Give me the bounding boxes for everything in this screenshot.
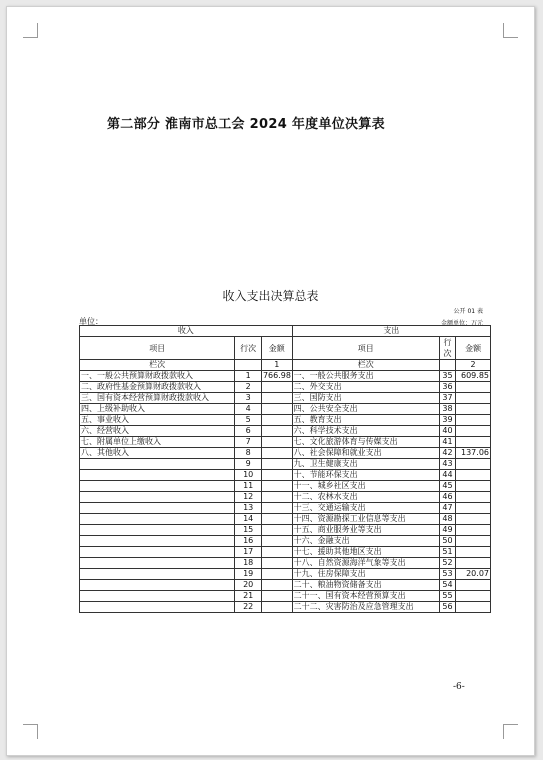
income-line-cell: 7 bbox=[235, 437, 262, 448]
income-item-cell bbox=[80, 481, 235, 492]
income-line-cell: 14 bbox=[235, 514, 262, 525]
expense-line-cell: 52 bbox=[439, 558, 455, 569]
table-row bbox=[80, 514, 491, 525]
expense-item-cell: 三、国防支出 bbox=[292, 393, 439, 404]
expense-line-cell: 38 bbox=[439, 404, 455, 415]
income-amount-cell bbox=[261, 415, 292, 426]
expense-item-cell: 六、科学技术支出 bbox=[292, 426, 439, 437]
expense-line-header: 行 次 bbox=[439, 337, 455, 360]
expense-item-cell: 八、社会保障和就业支出 bbox=[292, 448, 439, 459]
table-row bbox=[80, 536, 491, 547]
income-line-cell: 10 bbox=[235, 470, 262, 481]
income-item-cell: 四、上级补助收入 bbox=[80, 404, 235, 415]
income-item-cell bbox=[80, 536, 235, 547]
expense-amount-cell bbox=[456, 503, 491, 514]
expense-amount-cell bbox=[456, 536, 491, 547]
income-line-cell: 9 bbox=[235, 459, 262, 470]
crop-mark bbox=[23, 23, 38, 38]
income-amount-cell bbox=[261, 404, 292, 415]
expense-amount-cell bbox=[456, 415, 491, 426]
expense-item-cell: 十九、住房保障支出 bbox=[292, 569, 439, 580]
expense-item-cell: 十五、商业服务业等支出 bbox=[292, 525, 439, 536]
expense-amount-header: 金额 bbox=[456, 337, 491, 360]
expense-item-cell: 一、一般公共服务支出 bbox=[292, 371, 439, 382]
income-amount-cell bbox=[261, 602, 292, 613]
expense-line-cell: 50 bbox=[439, 536, 455, 547]
crop-mark bbox=[503, 23, 518, 38]
expense-amount-cell bbox=[456, 426, 491, 437]
income-line-cell: 17 bbox=[235, 547, 262, 558]
table-row bbox=[80, 470, 491, 481]
crop-mark bbox=[23, 724, 38, 739]
income-amount-cell bbox=[261, 569, 292, 580]
expense-amount-cell bbox=[456, 459, 491, 470]
income-item-cell bbox=[80, 602, 235, 613]
income-item-cell bbox=[80, 547, 235, 558]
crop-mark bbox=[503, 724, 518, 739]
income-amount-cell bbox=[261, 426, 292, 437]
expense-item-cell: 十八、自然资源海洋气象等支出 bbox=[292, 558, 439, 569]
expense-item-cell: 四、公共安全支出 bbox=[292, 404, 439, 415]
expense-amount-cell bbox=[456, 382, 491, 393]
expense-line-cell: 47 bbox=[439, 503, 455, 514]
expense-line-cell: 48 bbox=[439, 514, 455, 525]
expense-line-cell: 41 bbox=[439, 437, 455, 448]
expense-line-cell: 49 bbox=[439, 525, 455, 536]
expense-line-cell: 40 bbox=[439, 426, 455, 437]
form-number: 公开 01 表 bbox=[453, 308, 483, 315]
expense-item-cell: 五、教育支出 bbox=[292, 415, 439, 426]
income-amount-cell bbox=[261, 536, 292, 547]
main-title: 第二部分 淮南市总工会 2024 年度单位决算表 bbox=[107, 117, 385, 132]
table-row bbox=[80, 580, 491, 591]
column-header-row bbox=[80, 337, 491, 360]
table-row bbox=[80, 426, 491, 437]
income-amount-cell bbox=[261, 459, 292, 470]
table-row bbox=[80, 547, 491, 558]
expense-line-cell: 39 bbox=[439, 415, 455, 426]
expense-item-cell: 九、卫生健康支出 bbox=[292, 459, 439, 470]
expense-item-cell: 十七、援助其他地区支出 bbox=[292, 547, 439, 558]
expense-line-cell: 35 bbox=[439, 371, 455, 382]
expense-amount-cell bbox=[456, 558, 491, 569]
income-amount-cell bbox=[261, 382, 292, 393]
income-line-cell: 20 bbox=[235, 580, 262, 591]
income-line-cell: 6 bbox=[235, 426, 262, 437]
expense-item-cell: 二十一、国有资本经营预算支出 bbox=[292, 591, 439, 602]
income-line-cell: 16 bbox=[235, 536, 262, 547]
expense-amount-cell bbox=[456, 404, 491, 415]
income-amount-cell: 766.98 bbox=[262, 371, 291, 380]
income-amount-cell bbox=[261, 481, 292, 492]
expense-header: 支出 bbox=[292, 326, 490, 337]
income-header: 收入 bbox=[80, 326, 293, 337]
income-amount-cell bbox=[261, 558, 292, 569]
table-row bbox=[80, 558, 491, 569]
income-item-cell: 六、经营收入 bbox=[80, 426, 235, 437]
table-row bbox=[80, 481, 491, 492]
table-row bbox=[80, 569, 491, 580]
table-row bbox=[80, 393, 491, 404]
expense-amount-cell: 137.06 bbox=[456, 448, 491, 459]
expense-amount-cell bbox=[456, 437, 491, 448]
expense-item-cell: 十三、交通运输支出 bbox=[292, 503, 439, 514]
income-lanci-label: 栏次 bbox=[80, 360, 235, 371]
expense-amount-cell bbox=[456, 514, 491, 525]
expense-line-cell: 51 bbox=[439, 547, 455, 558]
expense-item-cell: 二、外交支出 bbox=[292, 382, 439, 393]
income-line-cell: 11 bbox=[235, 481, 262, 492]
income-amount-cell bbox=[261, 448, 292, 459]
income-item-cell: 五、事业收入 bbox=[80, 415, 235, 426]
income-lanci-number: 1 bbox=[261, 360, 292, 371]
expense-line-cell: 55 bbox=[439, 591, 455, 602]
expense-line-cell: 36 bbox=[439, 382, 455, 393]
expense-line-cell: 37 bbox=[439, 393, 455, 404]
expense-amount-cell bbox=[456, 602, 491, 613]
document-page bbox=[6, 6, 535, 756]
table-row bbox=[80, 404, 491, 415]
expense-amount-cell bbox=[456, 393, 491, 404]
expense-item-cell: 二十、粮油物资储备支出 bbox=[292, 580, 439, 591]
table-row bbox=[80, 437, 491, 448]
expense-item-header: 项目 bbox=[292, 337, 439, 360]
income-amount-cell bbox=[261, 514, 292, 525]
income-line-header: 行次 bbox=[235, 337, 262, 360]
expense-line-cell: 43 bbox=[439, 459, 455, 470]
income-item-cell: 七、附属单位上缴收入 bbox=[80, 437, 235, 448]
income-amount-cell bbox=[261, 393, 292, 404]
expense-line-cell: 56 bbox=[439, 602, 455, 613]
section-header-row bbox=[80, 326, 491, 337]
income-item-cell bbox=[80, 492, 235, 503]
income-item-cell bbox=[80, 525, 235, 536]
expense-amount-cell bbox=[456, 525, 491, 536]
expense-item-cell: 十、节能环保支出 bbox=[292, 470, 439, 481]
expense-lanci-number: 2 bbox=[456, 360, 491, 371]
table-row bbox=[80, 459, 491, 470]
income-item-cell bbox=[80, 569, 235, 580]
expense-item-cell: 十四、资源勘探工业信息等支出 bbox=[292, 514, 439, 525]
table-row bbox=[80, 503, 491, 514]
income-amount-cell bbox=[261, 437, 292, 448]
income-line-cell: 18 bbox=[235, 558, 262, 569]
expense-item-cell: 二十二、灾害防治及应急管理支出 bbox=[292, 602, 439, 613]
table-row bbox=[80, 371, 491, 382]
income-amount-cell bbox=[261, 580, 292, 591]
table-row bbox=[80, 591, 491, 602]
income-amount-cell bbox=[261, 470, 292, 481]
income-line-cell: 21 bbox=[235, 591, 262, 602]
table-row bbox=[80, 525, 491, 536]
income-item-cell bbox=[80, 459, 235, 470]
page-number: -6- bbox=[453, 682, 465, 692]
income-line-cell: 4 bbox=[235, 404, 262, 415]
expense-line-cell: 44 bbox=[439, 470, 455, 481]
table-row bbox=[80, 448, 491, 459]
income-amount-cell bbox=[261, 591, 292, 602]
income-item-cell bbox=[80, 591, 235, 602]
income-amount-header: 金额 bbox=[261, 337, 292, 360]
income-item-cell bbox=[80, 580, 235, 591]
expense-amount-cell: 20.07 bbox=[456, 569, 491, 580]
money-unit-label: 金额单位：万元 bbox=[440, 320, 483, 327]
expense-amount-cell bbox=[456, 580, 491, 591]
income-amount-cell bbox=[261, 525, 292, 536]
expense-line-cell: 45 bbox=[439, 481, 455, 492]
expense-line-cell: 42 bbox=[439, 448, 455, 459]
expense-amount-cell bbox=[456, 492, 491, 503]
income-item-cell: 三、国有资本经营预算财政拨款收入 bbox=[80, 393, 235, 404]
unit-label: 单位： bbox=[79, 317, 103, 326]
table-row bbox=[80, 602, 491, 613]
income-amount-cell bbox=[261, 503, 292, 514]
income-item-header: 项目 bbox=[80, 337, 235, 360]
expense-line-cell: 53 bbox=[439, 569, 455, 580]
income-item-cell: 一、一般公共预算财政拨款收入 bbox=[80, 371, 235, 382]
table-row bbox=[80, 492, 491, 503]
income-amount-cell bbox=[261, 547, 292, 558]
table-row bbox=[80, 382, 491, 393]
expense-amount-cell bbox=[456, 470, 491, 481]
income-item-cell: 八、其他收入 bbox=[80, 448, 235, 459]
income-line-cell: 22 bbox=[235, 602, 262, 613]
expense-line-cell: 46 bbox=[439, 492, 455, 503]
income-line-cell: 2 bbox=[235, 382, 262, 393]
expense-amount-cell: 609.85 bbox=[456, 371, 491, 382]
expense-amount-cell bbox=[456, 591, 491, 602]
expense-amount-cell bbox=[456, 481, 491, 492]
expense-item-cell: 七、文化旅游体育与传媒支出 bbox=[292, 437, 439, 448]
expense-line-cell: 54 bbox=[439, 580, 455, 591]
table-title: 收入支出决算总表 bbox=[222, 289, 319, 303]
table-row bbox=[80, 415, 491, 426]
expense-amount-cell bbox=[456, 547, 491, 558]
income-line-cell: 15 bbox=[235, 525, 262, 536]
lanci-row bbox=[80, 360, 491, 371]
income-item-cell bbox=[80, 514, 235, 525]
expense-lanci-label: 栏次 bbox=[292, 360, 439, 371]
income-line-cell: 5 bbox=[235, 415, 262, 426]
income-line-cell: 8 bbox=[235, 448, 262, 459]
income-line-cell: 12 bbox=[235, 492, 262, 503]
income-item-cell bbox=[80, 470, 235, 481]
income-item-cell: 二、政府性基金预算财政拨款收入 bbox=[80, 382, 235, 393]
income-amount-cell bbox=[261, 492, 292, 503]
income-line-cell: 3 bbox=[235, 393, 262, 404]
expense-item-cell: 十六、金融支出 bbox=[292, 536, 439, 547]
income-line-cell: 1 bbox=[235, 371, 262, 382]
income-item-cell bbox=[80, 558, 235, 569]
income-expense-summary-table bbox=[79, 325, 491, 613]
expense-item-cell: 十二、农林水支出 bbox=[292, 492, 439, 503]
income-line-cell: 13 bbox=[235, 503, 262, 514]
income-item-cell bbox=[80, 503, 235, 514]
expense-item-cell: 十一、城乡社区支出 bbox=[292, 481, 439, 492]
income-line-cell: 19 bbox=[235, 569, 262, 580]
